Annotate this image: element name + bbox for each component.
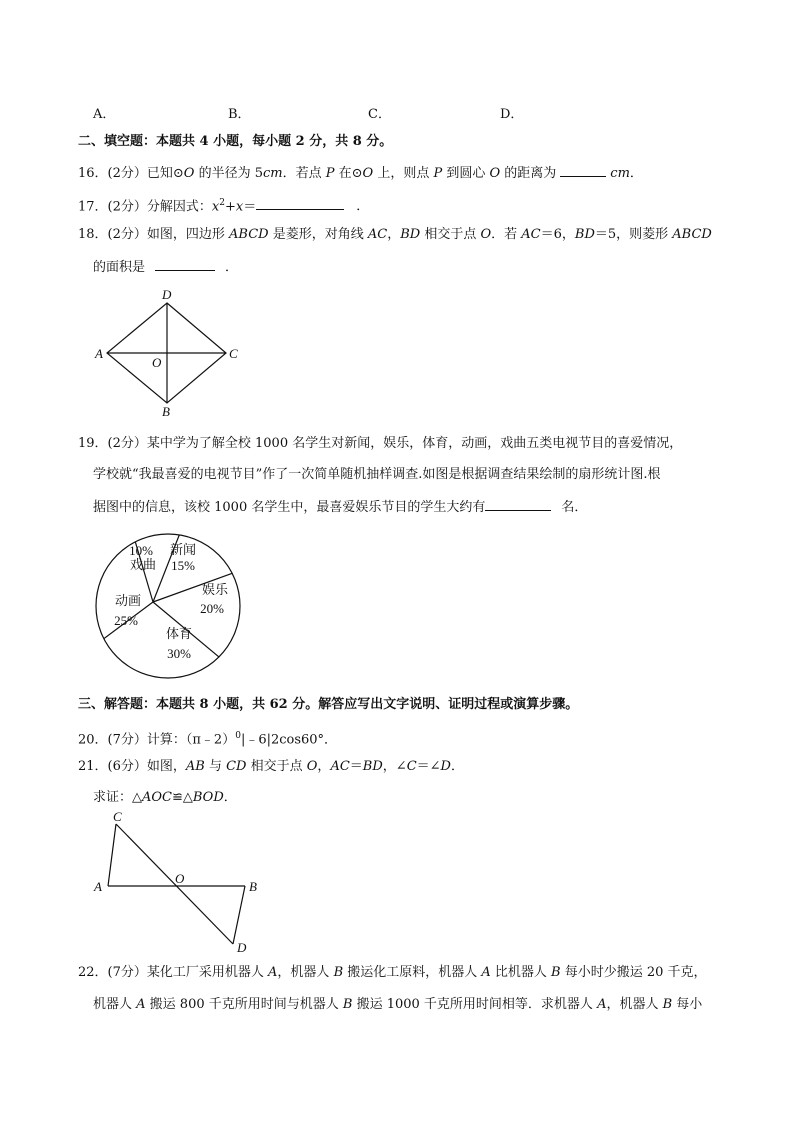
label-a: A <box>94 879 102 894</box>
label-c: C <box>229 346 238 361</box>
slice-label-entertainment: 娱乐 <box>201 582 229 597</box>
section-3-title: 三、解答题：本题共 8 小题，共 62 分。解答应写出文字说明、证明过程或演算步骤。 <box>78 697 579 712</box>
label-b: B <box>162 404 170 419</box>
label-c: C <box>113 810 122 824</box>
label-b: B <box>249 879 257 894</box>
label-o: O <box>175 871 185 886</box>
answer-blank-18[interactable] <box>155 257 215 271</box>
question-21: 21．(6分）如图，AB 与 CD 相交于点 O，AC＝BD，∠C＝∠D． <box>78 759 464 774</box>
question-17: 17．(2分）分解因式：$x^2+x=$ ． <box>78 198 370 215</box>
option-c: C． <box>368 107 391 122</box>
answer-blank-19[interactable] <box>485 497 551 511</box>
answer-blank-16[interactable] <box>560 163 606 177</box>
slice-value-sports: 30% <box>167 646 191 661</box>
option-a: A． <box>93 107 116 122</box>
label-a: A <box>95 346 103 361</box>
label-o: O <box>152 355 162 370</box>
slice-label-animation: 动画 <box>114 593 142 608</box>
slice-label-news: 新闻 <box>169 542 197 557</box>
label-d: D <box>237 940 247 955</box>
question-19-line2: 学校就“我最喜爱的电视节目”作了一次简单随机抽样调查.如图是根据调查结果绘制的扇形统计图.根 <box>93 467 661 482</box>
slice-label-opera: 戏曲 <box>129 557 157 572</box>
option-d: D． <box>500 107 524 122</box>
question-19-line3: 据图中的信息，该校 1000 名学生中，最喜爱娱乐节目的学生大约有 名． <box>93 497 587 517</box>
slice-value-animation: 25% <box>114 613 138 628</box>
segment-bd <box>233 886 245 944</box>
option-b: B． <box>228 107 251 122</box>
pie-chart <box>92 532 244 680</box>
answer-blank-17[interactable] <box>256 196 344 210</box>
triangles-figure <box>88 810 278 958</box>
slice-value-entertainment: 20% <box>200 601 224 616</box>
question-21-prove: 求证：△AOC≌△BOD． <box>93 790 237 805</box>
question-18-line2: 的面积是 ． <box>93 257 238 277</box>
segment-ca <box>108 824 116 886</box>
rhombus-figure <box>88 285 248 420</box>
question-22-line1: 22．(7分）某化工厂采用机器人 A，机器人 B 搬运化工原料，机器人 A 比机器人 B 每小时少搬运 20 千克， <box>78 965 707 980</box>
question-18: 18．(2分）如图，四边形 ABCD 是菱形，对角线 AC，BD 相交于点 O．若 AC＝6，BD＝5，则菱形 ABCD <box>78 227 712 242</box>
question-22-line2: 机器人 A 搬运 800 千克所用时间与机器人 B 搬运 1000 千克所用时间相等．求机器人 A，机器人 B 每小 <box>93 997 703 1012</box>
question-20: 20．(7分）计算：（π﹣2）$^0$|﹣6|2cos60°． <box>78 731 338 748</box>
label-d: D <box>162 287 172 302</box>
question-19-line1: 19．(2分）某中学为了解全校 1000 名学生对新闻，娱乐，体育，动画，戏曲五类电视节目的喜爱情况， <box>78 436 683 451</box>
question-16: 16．(2分）已知⊙O 的半径为 5cm．若点 P 在⊙O 上，则点 P 到圆心 O 的距离为 cm． <box>78 163 643 183</box>
slice-value-opera: 10% <box>129 543 153 558</box>
section-2-title: 二、填空题：本题共 4 小题，每小题 2 分，共 8 分。 <box>78 134 393 149</box>
slice-value-news: 15% <box>171 558 195 573</box>
slice-label-sports: 体育 <box>165 626 193 641</box>
